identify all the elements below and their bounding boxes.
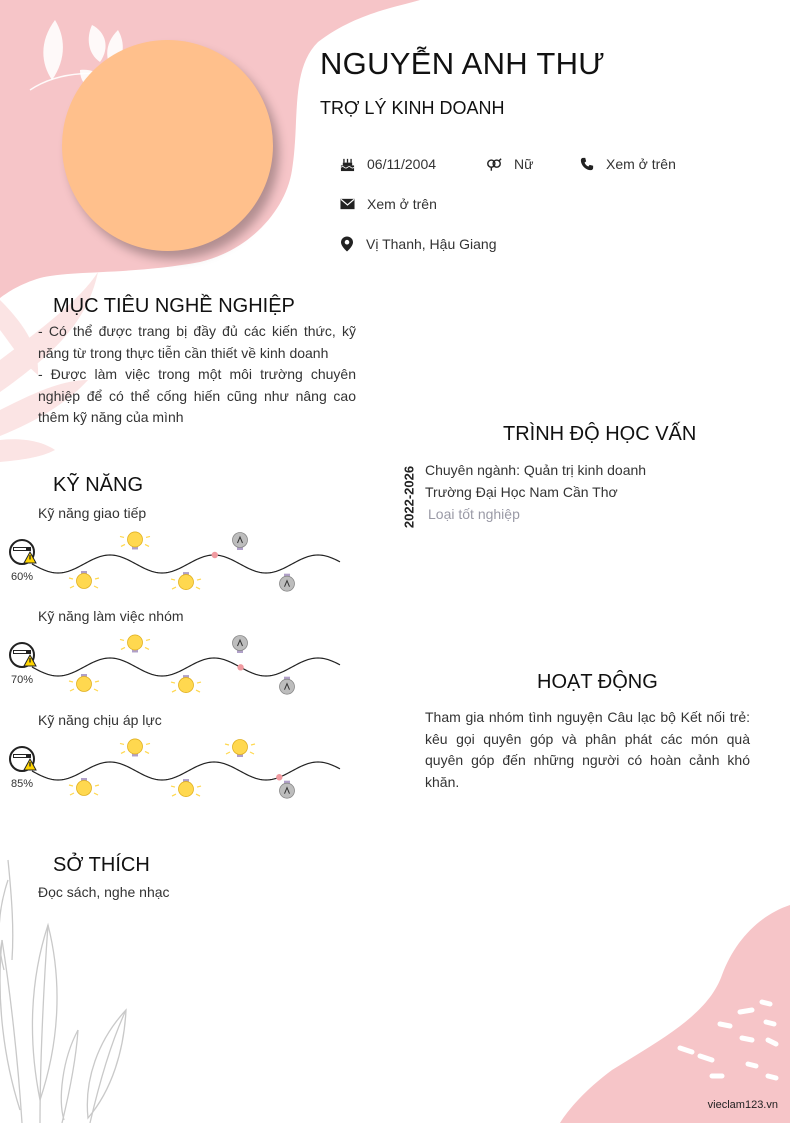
- education-major: Chuyên ngành: Quản trị kinh doanh: [425, 462, 647, 478]
- contact-email: [340, 196, 437, 212]
- skill-wire: [32, 762, 340, 780]
- activities-text: Tham gia nhóm tình nguyện Câu lạc bộ Kết nối trẻ: kêu gọi quyên góp và phân phát các món quà quyên góp đến những người có hoàn cảnh khó khăn.: [425, 709, 750, 790]
- objective-line: - Có thể được trang bị đầy đủ các kiến thức, kỹ năng từ trong thực tiễn cần thiết về kinh doanh: [38, 323, 356, 361]
- contact-phone: [580, 156, 676, 172]
- skill-percent: 70%: [11, 674, 34, 686]
- skill-name: Kỹ năng chịu áp lực: [38, 712, 162, 728]
- email-icon: [340, 198, 355, 210]
- education-years: [400, 462, 418, 532]
- bulb-on-icon: [120, 532, 150, 550]
- skill-level-marker: [276, 774, 282, 780]
- address-value: Vị Thanh, Hậu Giang: [366, 236, 497, 252]
- footer-brand: vieclam123.vn: [707, 1099, 778, 1111]
- skill-level-bar: [8, 631, 342, 699]
- skill-level-bar: [8, 735, 342, 803]
- activities-title: HOẠT ĐỘNG: [537, 671, 658, 693]
- skill-wire: [32, 658, 340, 676]
- birthday-cake-icon: [340, 157, 355, 172]
- bulb-on-icon: [225, 740, 255, 758]
- candidate-name: NGUYỄN ANH THƯ: [320, 46, 606, 81]
- bulb-on-icon: [120, 635, 150, 653]
- gauge-warning-icon: [10, 643, 36, 667]
- education-note: Loại tốt nghiệp: [428, 506, 520, 522]
- bulb-on-icon: [120, 739, 150, 757]
- hobbies-text: Đọc sách, nghe nhạc: [38, 884, 170, 900]
- objective-line: - Được làm việc trong một môi trường chuyên nghiệp để có thể cống hiến cũng như nâng cao thêm kỹ năng của mình: [38, 366, 356, 425]
- phone-value: Xem ở trên: [606, 156, 676, 172]
- bulb-on-icon: [69, 674, 99, 692]
- skills-title: KỸ NĂNG: [53, 474, 144, 496]
- education-years-label: 2022-2026: [401, 465, 417, 529]
- bulb-off-icon: [233, 533, 248, 551]
- skill-level-bar: [8, 528, 342, 596]
- objective-title: MỤC TIÊU NGHỀ NGHIỆP: [53, 295, 295, 317]
- bulb-on-icon: [171, 779, 201, 797]
- skill-level-marker: [237, 664, 243, 670]
- hobbies-title: SỞ THÍCH: [53, 854, 150, 876]
- gender-icon: [486, 157, 502, 172]
- email-value: Xem ở trên: [367, 196, 437, 212]
- bulb-on-icon: [69, 778, 99, 796]
- bulb-on-icon: [171, 572, 201, 590]
- education-school: Trường Đại Học Nam Cần Thơ: [425, 484, 618, 500]
- bulb-off-icon: [233, 636, 248, 654]
- skill-percent: 85%: [11, 778, 34, 790]
- bulb-on-icon: [69, 571, 99, 589]
- skill-name: Kỹ năng làm việc nhóm: [38, 608, 184, 624]
- skill-level-marker: [212, 552, 218, 558]
- phone-icon: [580, 157, 594, 171]
- gauge-warning-icon: [10, 540, 36, 564]
- job-title: TRỢ LÝ KINH DOANH: [320, 98, 505, 118]
- objective-text: [38, 321, 356, 429]
- contact-gender: [486, 156, 533, 172]
- bulb-off-icon: [280, 781, 295, 799]
- bulb-off-icon: [280, 677, 295, 695]
- birthday-value: 06/11/2004: [367, 156, 437, 172]
- education-title: TRÌNH ĐỘ HỌC VẤN: [503, 423, 697, 445]
- gender-value: Nữ: [514, 156, 534, 172]
- contact-address: [340, 236, 497, 252]
- contact-birthday: [340, 156, 436, 172]
- gauge-warning-icon: [10, 747, 36, 771]
- education-details: [425, 459, 646, 525]
- skill-name: Kỹ năng giao tiếp: [38, 505, 147, 521]
- skill-wire: [32, 555, 340, 573]
- bulb-on-icon: [171, 675, 201, 693]
- avatar: [62, 40, 273, 251]
- bulb-off-icon: [280, 574, 295, 592]
- location-pin-icon: [340, 236, 354, 252]
- skill-percent: 60%: [11, 571, 34, 583]
